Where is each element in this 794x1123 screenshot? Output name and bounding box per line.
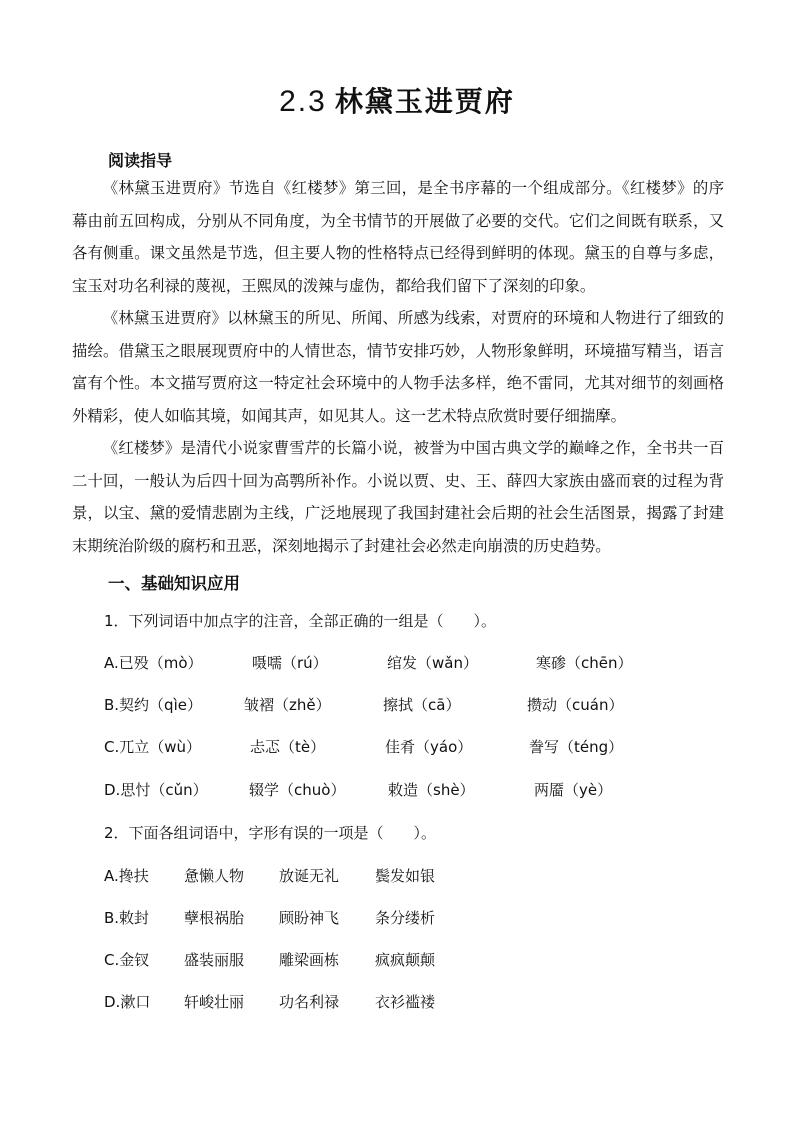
option-item: 功名利禄	[279, 993, 340, 1011]
guide-paragraph-1: 《林黛玉进贾府》节选自《红楼梦》第三回，是全书序幕的一个组成部分。《红楼梦》的序幕由前五回构成，分别从不同角度，为全书情节的开展做了必要的交代。它们之间既有联系，又各有侧重。课文虽然是节选，但主要人物的性格特点已经得到鲜明的体现。黛玉的自尊与多虑，宝玉对功名利禄的蔑视，王熙凤的泼辣与虚伪，都给我们留下了深刻的印象。	[72, 179, 724, 295]
question-1-stem: 1．下列词语中加点字的注音，全部正确的一组是（ ）。	[104, 612, 497, 630]
option-item: 孽根祸胎	[184, 909, 245, 927]
option-item: D.思忖（cǔn）	[104, 781, 208, 799]
option-item: 嗫嚅（rú）	[252, 654, 328, 672]
lesson-number: 2.3	[279, 85, 327, 118]
option-item: C.金钗	[104, 951, 150, 969]
option-item: 敕造（shè）	[388, 781, 475, 799]
option-item: 两靥（yè）	[534, 781, 613, 799]
option-item: 攒动（cuán）	[527, 696, 624, 714]
option-item: B.敕封	[104, 909, 150, 927]
lesson-title: 林黛玉进贾府	[334, 85, 515, 118]
guide-paragraph-2: 《林黛玉进贾府》以林黛玉的所见、所闻、所感为线索，对贾府的环境和人物进行了细致的描绘。借黛玉之眼展现贾府中的人情世态，情节安排巧妙，人物形象鲜明，环境描写精当，语言富有个性。本文描写贾府这一特定社会环境中的人物手法多样，绝不雷同，尤其对细节的刻画格外精彩，使人如临其境，如闻其声，如见其人。这一艺术特点欣赏时要仔细揣摩。	[72, 309, 724, 425]
question-2-stem: 2．下面各组词语中，字形有误的一项是（ ）。	[104, 824, 437, 842]
guide-paragraph-3: 《红楼梦》是清代小说家曹雪芹的长篇小说，被誉为中国古典文学的巅峰之作，全书共一百二十回，一般认为后四十回为高鹗所补作。小说以贾、史、王、薛四大家族由盛而衰的过程为背景，以宝、黛的爱情悲剧为主线，广泛地展现了我国封建社会后期的社会生活图景，揭露了封建末期统治阶级的腐朽和丑恶，深刻地揭示了封建社会必然走向崩溃的历史趋势。	[72, 439, 724, 555]
q1-option-row-b	[104, 694, 724, 718]
option-item: 条分缕析	[375, 909, 436, 927]
option-item: 衣衫褴褛	[375, 993, 436, 1011]
option-item: A.搀扶	[104, 867, 149, 885]
option-item: B.契约（qìe）	[104, 696, 202, 714]
option-item: 忐忑（tè）	[250, 738, 326, 756]
option-item: 放诞无礼	[279, 867, 340, 885]
option-item: 擦拭（cā）	[383, 696, 461, 714]
option-item: 佳肴（yáo）	[385, 738, 473, 756]
option-item: 惫懒人物	[184, 867, 245, 885]
q2-option-row-b	[104, 907, 724, 931]
option-item: 辍学（chuò）	[249, 781, 346, 799]
page-title	[0, 80, 794, 120]
q1-option-row-a	[104, 652, 724, 676]
q2-option-row-d	[104, 991, 724, 1015]
option-item: 轩峻壮丽	[184, 993, 245, 1011]
q2-option-row-c	[104, 949, 724, 973]
option-item: 鬓发如银	[375, 867, 436, 885]
option-item: D.漱口	[104, 993, 151, 1011]
option-item: 雕梁画栋	[279, 951, 340, 969]
option-item: 皱褶（zhě）	[244, 696, 331, 714]
option-item: 顾盼神飞	[279, 909, 340, 927]
section-heading-basic: 一、基础知识应用	[108, 574, 240, 593]
q1-option-row-d	[104, 779, 724, 803]
option-item: A.已殁（mò）	[104, 654, 203, 672]
option-item: 誊写（téng）	[529, 738, 624, 756]
q1-option-row-c	[104, 736, 724, 760]
reading-guide-heading: 阅读指导	[108, 151, 173, 170]
option-item: 盛装丽服	[184, 951, 245, 969]
option-item: 疯疯颠颠	[375, 951, 436, 969]
option-item: C.兀立（wù）	[104, 738, 202, 756]
option-item: 绾发（wǎn）	[387, 654, 478, 672]
option-item: 寒碜（chēn）	[536, 654, 633, 672]
q2-option-row-a	[104, 865, 724, 889]
